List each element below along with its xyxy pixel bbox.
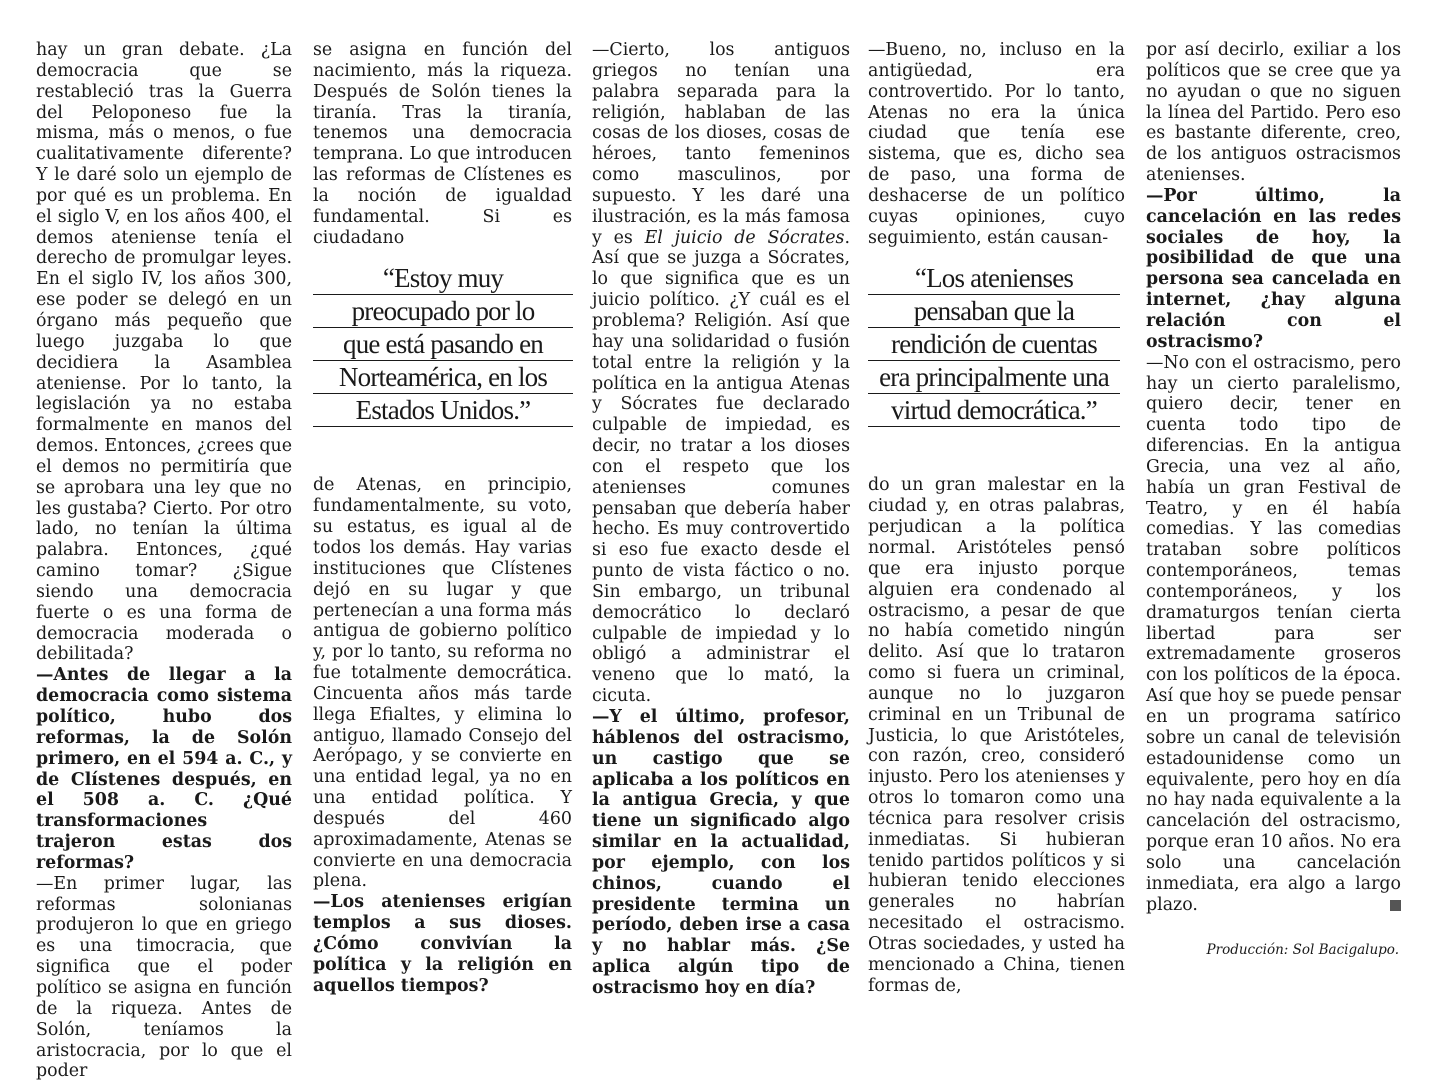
column-3	[592, 40, 850, 999]
answer-paragraph: do un gran malestar en la ciudad y, en otras palabras, perjudican a la política normal. Aristóteles pensó que era injusto porque alguien era condenado al ostracismo, a pesar de que no había cometido ningún delito. Así que lo trataron como si fuera un criminal, aunque no lo juzgaron criminal en un Tribunal de Justicia, lo que Aristóteles, con razón, creo, consideró injusto. Pero los atenienses y otros lo tomaron como una técnica para resolver crisis inmediatas. Si hubieran tenido partidos políticos y si hubieran tenido elecciones generales no habrían necesitado el ostracismo. Otras sociedades, y usted ha mencionado a China, tienen formas de,	[868, 475, 1125, 996]
pullquote-line: “Los atenienses	[868, 262, 1120, 295]
answer-paragraph	[1146, 353, 1401, 916]
answer-paragraph: —Bueno, no, incluso en la antigüedad, era controvertido. Por lo tanto, Atenas no era la única ciudad que tenía ese sistema, que es, dicho sea de paso, una forma de deshacerse de un político cuyas opiniones, cuyo seguimiento, están causan-	[868, 40, 1125, 248]
pullquote-line: virtud democrática.”	[868, 394, 1120, 427]
column-4	[868, 40, 1125, 997]
pullquote-left	[313, 262, 573, 427]
pullquote-right	[868, 262, 1120, 427]
question-paragraph: —Los atenienses erigían templos a sus dioses. ¿Cómo convivían la política y la religión en aquellos tiempos?	[313, 892, 572, 996]
answer-paragraph: de Atenas, en principio, fundamentalmente, su voto, su estatus, es igual al de todos los demás. Hay varias instituciones que Clístenes dejó en su lugar y que pertenecían a una forma más antigua de gobierno político y, por lo tanto, su reforma no fue totalmente democrática. Cincuenta años más tarde llega Efialtes, y elimina lo antiguo, llamado Consejo del Aerópago, y se convierte en una entidad legal, ya no en una entidad política. Y después del 460 aproximadamente, Atenas se convierte en una democracia plena.	[313, 475, 572, 892]
pullquote-line: Estados Unidos.”	[313, 394, 573, 427]
column-2	[313, 40, 572, 997]
pullquote-line: rendición de cuentas	[868, 328, 1120, 361]
answer-paragraph: hay un gran debate. ¿La democracia que se restableció tras la Guerra del Peloponeso fue la misma, más o menos, o fue cualitativamente diferente? Y le daré solo un ejemplo de por qué es un problema. En el siglo V, en los años 400, el demos ateniense tenía el derecho de promulgar leyes. En el siglo IV, los años 300, ese poder se delegó en un órgano más pequeño que luego juzgaba lo que decidiera la Asamblea ateniense. Por lo tanto, la legislación ya no estaba formalmente en manos del demos. Entonces, ¿crees que el demos no permitiría que se aprobara una ley que no les gustaba? Cierto. Por otro lado, no tenían la última palabra. Entonces, ¿qué camino tomar? ¿Sigue siendo una democracia fuerte o es una forma de democracia moderada o debilitada?	[36, 40, 292, 665]
answer-paragraph: —En primer lugar, las reformas solonianas produjeron lo que en griego es una timocracia, que significa que el poder político se asigna en función de la riqueza. Antes de Solón, teníamos la aristocracia, por lo que el poder	[36, 873, 292, 1082]
answer-paragraph: se asigna en función del nacimiento, más la riqueza. Después de Solón tienes la tiranía. Tras la tiranía, tenemos una democracia temprana. Lo que introducen las reformas de Clístenes es la noción de igualdad fundamental. Si es ciudadano	[313, 40, 572, 248]
pullquote-line: Norteamérica, en los	[313, 361, 573, 394]
pullquote-line: “Estoy muy	[313, 262, 573, 295]
production-credit: Producción: Sol Bacigalupo.	[1206, 942, 1399, 958]
question-paragraph: —Antes de llegar a la democracia como sistema político, hubo dos reformas, la de Solón primero, en el 594 a. C., y de Clístenes después, en el 508 a. C. ¿Qué transformaciones trajeron estas dos reformas?	[36, 665, 292, 873]
closing-paragraph: —No con el ostracismo, pero hay un cierto paralelismo, quiero decir, tener en cuenta todo tipo de diferencias. En la antigua Grecia, una vez al año, había un gran Festival de Teatro, y en él había comedias. Y las comedias trataban sobre políticos contemporáneos, temas contemporáneos, y los dramaturgos tenían cierta libertad para ser extremadamente groseros con los políticos de la época. Así que hoy se puede pensar en un programa satírico sobre un canal de televisión estadounidense como un equivalente, pero hoy en día no hay nada equivalente a la cancelación del ostracismo, porque eran 10 años. No era solo una cancelación inmediata, era algo a largo plazo.	[1146, 352, 1401, 915]
answer-paragraph: —Cierto, los antiguos griegos no tenían una palabra separada para la religión, hablaban de las cosas de los dioses, cosas de héroes, tanto femeninos como masculinos, por supuesto. Y les daré una ilustración, es la más famosa y es El juicio de Sócrates. Así que se juzga a Sócrates, lo que significa que es un juicio político. ¿Y cuál es el problema? Religión. Así que hay una solidaridad o fusión total entre la religión y la política en la antigua Atenas y Sócrates fue declarado culpable de impiedad, es decir, no tratar a los dioses con el respeto que los atenienses comunes pensaban que debería haber hecho. Es muy controvertido si eso fue exacto desde el punto de vista fáctico o no. Sin embargo, un tribunal democrático lo declaró culpable de impiedad y lo obligó a administrar el veneno que lo mató, la cicuta.	[592, 40, 850, 707]
question-paragraph: —Y el último, profesor, háblenos del ostracismo, un castigo que se aplicaba a los políticos en la antigua Grecia, y que tiene un significado algo similar en la actualidad, por ejemplo, con los chinos, cuando el presidente termina un período, deben irse a casa y no hablar más. ¿Se aplica algún tipo de ostracismo hoy en día?	[592, 707, 850, 998]
answer-paragraph: por así decirlo, exiliar a los políticos que se cree que ya no ayudan o que no siguen la línea del Partido. Pero eso es bastante diferente, creo, de los antiguos ostracismos atenienses.	[1146, 40, 1401, 186]
book-title: El juicio de Sócrates	[644, 227, 845, 248]
pullquote-line: era principalmente una	[868, 361, 1120, 394]
pullquote-line: pensaban que la	[868, 295, 1120, 328]
column-1	[36, 40, 292, 1082]
end-mark-icon	[1390, 900, 1401, 911]
question-paragraph: —Por último, la cancelación en las redes sociales de hoy, la posibilidad de que una persona sea cancelada en internet, ¿hay alguna relación con el ostracismo?	[1146, 185, 1401, 352]
pullquote-line: que está pasando en	[313, 328, 573, 361]
column-5	[1146, 40, 1401, 915]
pullquote-line: preocupado por lo	[313, 295, 573, 328]
